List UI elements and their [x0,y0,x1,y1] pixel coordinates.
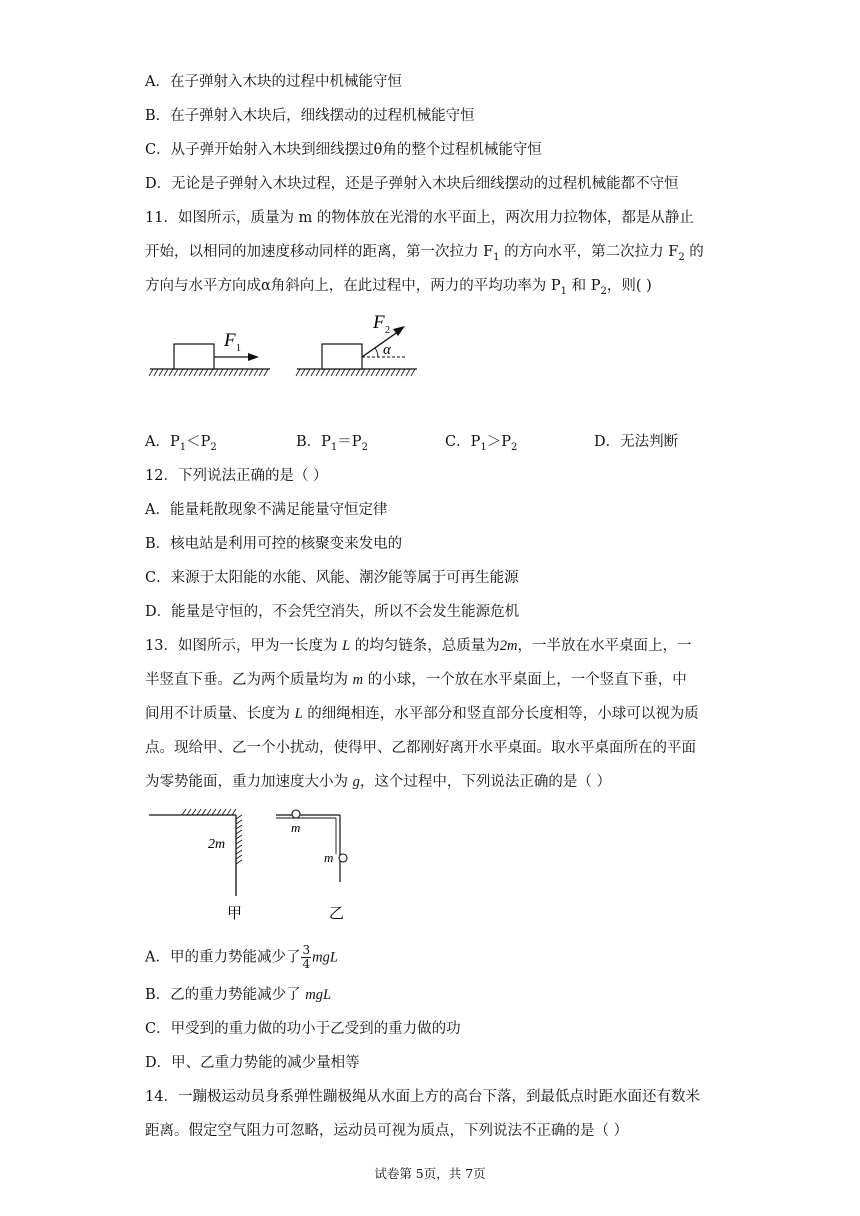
q10-option-c: C．从子弹开始射入木块到细线摆过θ角的整个过程机械能守恒 [145,142,542,158]
q11-stem-line2: 开始，以相同的加速度移动同样的距离，第一次拉力 $F_1$ 的方向水平，第二次拉力 $F_2$ 的 [145,244,704,263]
q11-figure-f1-label: F [224,330,236,351]
q13-stem-line5: 为零势能面，重力加速度大小为 g，这个过程中，下列说法正确的是（ ） [145,774,611,790]
q13-figure [145,804,365,924]
q13-figure-yi-label: 乙 [329,906,345,922]
q11-stem-line1: 11．如图所示，质量为 m 的物体放在光滑的水平面上，两次用力拉物体，都是从静止 [145,210,694,226]
q13-figure-yi [276,810,347,922]
q11-figure [145,308,435,388]
svg-text:1: 1 [236,343,241,354]
q13-option-b: B．乙的重力势能减少了 mgL [145,987,332,1003]
q12-option-d: D．能量是守恒的，不会凭空消失，所以不会发生能源危机 [145,604,520,620]
q10-option-d: D．无论是子弹射入木块过程，还是子弹射入木块后细线摆动的过程机械能都不守恒 [145,176,679,192]
q11-stem-line3: 方向与水平方向成α角斜向上，在此过程中，两力的平均功率为 $P_1$ 和 $P_2$，则( ) [145,278,652,297]
q10-option-a: A．在子弹射入木块的过程中机械能守恒 [145,74,402,90]
q13-figure-m2-label: m [324,850,334,865]
q11-figure-f2-label: F [373,312,385,333]
q13-figure-m1-label: m [291,820,301,835]
q12-option-a: A．能量耗散现象不满足能量守恒定律 [145,502,388,518]
q11-option-d: D．无法判断 [594,434,679,450]
q12-option-b: B．核电站是利用可控的核聚变来发电的 [145,536,403,552]
q14-stem-line2: 距离。假定空气阻力可忽略，运动员可视为质点，下列说法不正确的是（ ） [145,1123,629,1139]
q13-stem-line4: 点。现给甲、乙一个小扰动，使得甲、乙都刚好离开水平桌面。取水平桌面所在的平面 [145,740,696,756]
page-footer: 试卷第 5页，共 7页 [374,1166,486,1181]
q13-option-c: C．甲受到的重力做的功小于乙受到的重力做的功 [145,1021,461,1037]
q11-figure-left [149,330,270,376]
q13-figure-jia-label: 甲 [227,906,243,922]
q11-figure-right [296,312,417,376]
svg-text:2: 2 [385,325,390,336]
q13-stem-line3: 间用不计质量、长度为 L 的细绳相连，水平部分和竖直部分长度相等，小球可以视为质 [145,706,699,722]
q13-figure-jia [149,809,242,922]
q13-stem-line2: 半竖直下垂。乙为两个质量均为 m 的小球，一个放在水平桌面上，一个竖直下垂，中 [145,672,687,688]
q11-option-a: A．$P_1<P_2$ [145,434,217,453]
q14-stem-line1: 14．一蹦极运动员身系弹性蹦极绳从水面上方的高台下落，到最低点时距水面还有数米 [145,1089,700,1105]
q13-option-a: A．甲的重力势能减少了 $\frac{3}{4}$ mgL [145,943,338,971]
q12-stem: 12．下列说法正确的是（ ） [145,468,328,484]
q13-figure-2m-label: 2m [208,837,226,852]
q13-stem-line1: 13．如图所示，甲为一长度为 L 的均匀链条，总质量为2m，一半放在水平桌面上，一 [145,638,692,654]
q10-option-b: B．在子弹射入木块后，细线摆动的过程机械能守恒 [145,108,475,124]
q11-figure-alpha-label: α [383,342,391,358]
q11-option-b: B．$P_1=P_2$ [296,434,368,453]
q12-option-c: C．来源于太阳能的水能、风能、潮汐能等属于可再生能源 [145,570,519,586]
q13-option-d: D．甲、乙重力势能的减少量相等 [145,1055,360,1071]
fraction-three-quarters: $\frac{3}{4}$ [302,943,311,971]
q11-option-c: C．$P_1>P_2$ [445,434,518,453]
